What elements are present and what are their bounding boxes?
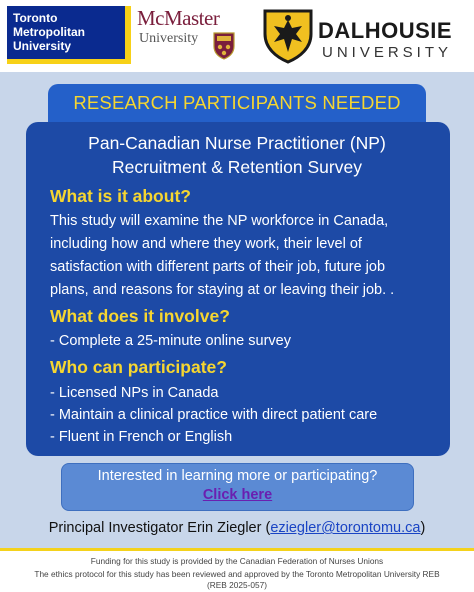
mcmaster-name: McMaster (137, 6, 220, 30)
pi-suffix: ) (420, 520, 426, 536)
ethics-note-line1: The ethics protocol for this study has been reviewed and approved by the Toronto Metropolitan University REB (34, 569, 440, 579)
dalhousie-name: DALHOUSIE (318, 18, 453, 43)
tmu-logo-line3: University (13, 39, 72, 53)
dalhousie-logo (262, 8, 468, 66)
ethics-note-line2: (REB 2025-057) (207, 580, 267, 590)
tmu-logo-line2: Metropolitan (13, 25, 85, 39)
cta-box (61, 463, 414, 511)
about-line: satisfaction with different parts of their job, future job (50, 259, 386, 275)
mcmaster-crest-icon (213, 32, 235, 60)
banner-text: RESEARCH PARTICIPANTS NEEDED (73, 92, 401, 113)
section-heading-participate: Who can participate? (50, 357, 227, 377)
involve-line: - Complete a 25-minute online survey (50, 333, 291, 349)
section-heading-involve: What does it involve? (50, 306, 230, 326)
criteria-line: - Fluent in French or English (50, 429, 233, 445)
dalhousie-university: UNIVERSITY (322, 44, 453, 61)
tmu-logo (7, 6, 131, 64)
cta-text: Interested in learning more or participating? (97, 468, 378, 484)
about-line: This study will examine the NP workforce in Canada, (50, 213, 389, 229)
about-line: plans, and reasons for staying at or leaving their job. . (50, 282, 395, 298)
logo-bar (0, 0, 474, 72)
survey-title-line1: Pan-Canadian Nurse Practitioner (NP) (88, 133, 386, 153)
tmu-logo-line1: Toronto (13, 11, 58, 25)
about-line: including how and where they work, their level of (50, 236, 362, 252)
pi-prefix: Principal Investigator Erin Ziegler ( (48, 520, 271, 536)
mcmaster-university: University (139, 31, 199, 46)
click-here-link[interactable]: Click here (202, 487, 273, 503)
survey-title-line2: Recruitment & Retention Survey (112, 157, 362, 177)
principal-investigator-line (0, 520, 474, 536)
pi-email-link[interactable]: eziegler@torontomu.ca (270, 520, 421, 536)
dalhousie-crest-icon (262, 8, 314, 64)
criteria-line: - Maintain a clinical practice with direct patient care (50, 407, 378, 423)
mcmaster-logo (137, 6, 241, 66)
funding-note: Funding for this study is provided by the Canadian Federation of Nurses Unions (90, 556, 384, 566)
footer-divider (0, 548, 474, 551)
section-heading-about: What is it about? (50, 186, 191, 206)
criteria-line: - Licensed NPs in Canada (50, 385, 219, 401)
